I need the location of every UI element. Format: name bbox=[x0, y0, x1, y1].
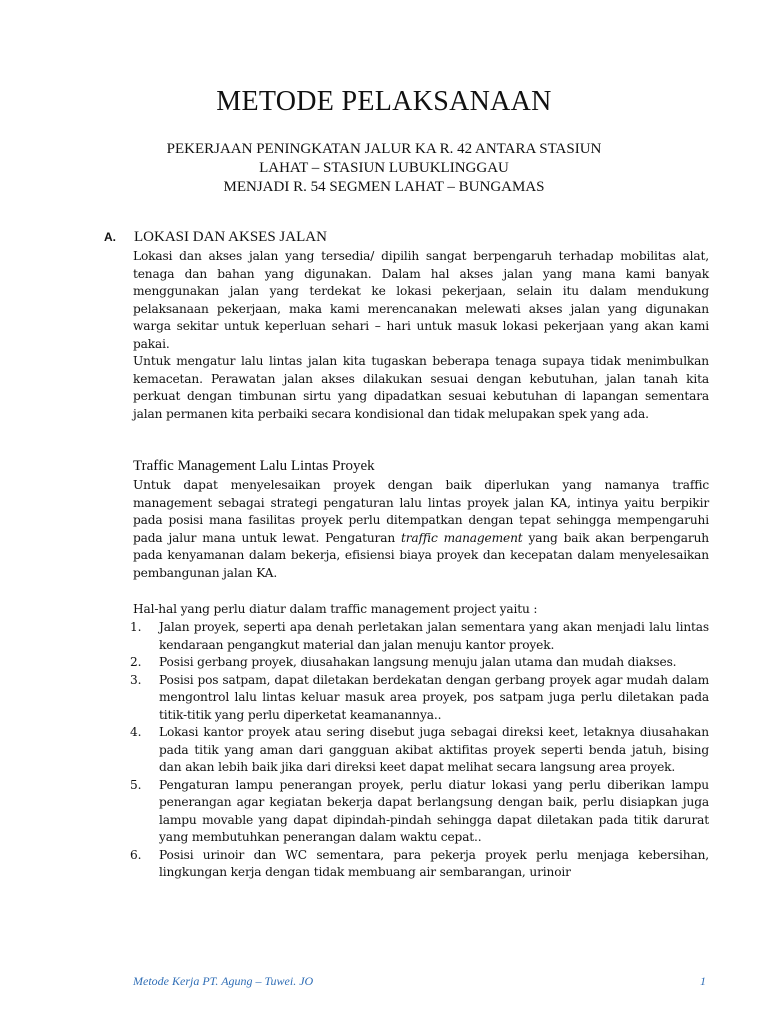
traffic-heading: Traffic Management Lalu Lintas Proyek bbox=[133, 458, 375, 474]
list-item-text: Posisi pos satpam, dapat diletakan berdekatan dengan gerbang proyek agar mudah dalam mengontrol lalu lintas keluar masuk area proyek, pos satpam juga perlu diletakan pada titik-titik yang perlu diperketat keamanannya.. bbox=[159, 672, 709, 722]
subtitle-line-3: MENJADI R. 54 SEGMEN LAHAT – BUNGAMAS bbox=[223, 179, 545, 195]
list-item-number: 3. bbox=[130, 672, 142, 687]
list-item-text: Posisi gerbang proyek, diusahakan langsung menuju jalan utama dan mudah diakses. bbox=[159, 655, 677, 669]
list-item bbox=[130, 777, 709, 847]
section-a-paragraph-2: Untuk mengatur lalu lintas jalan kita tugaskan beberapa tenaga supaya tidak menimbulkan kemacetan. Perawatan jalan akses dilakukan sesuai dengan kebutuhan, jalan tanah kita perkuat dengan timbunan sirtu yang dipadatkan sesuai kebutuhan di lapangan sementara jalan permanen kita perbaiki secara kondisional dan tidak melupakan spek yang ada. bbox=[133, 354, 709, 421]
list-item bbox=[130, 847, 709, 882]
traffic-paragraph bbox=[133, 477, 709, 582]
traffic-paragraph-end: yang baik akan berpengaruh pada kenyamanan dalam bekerja, efisiensi biaya proyek dan kecepatan dalam menyelesaikan pembangunan jalan KA. bbox=[133, 530, 709, 580]
section-letter: A. bbox=[104, 230, 116, 244]
page-title: METODE PELAKSANAAN bbox=[216, 86, 552, 117]
section-a-paragraph-1: Lokasi dan akses jalan yang tersedia/ dipilih sangat berpengaruh terhadap mobilitas alat, tenaga dan bahan yang digunakan. Dalam hal akses jalan yang mana kami banyak menggunakan jalan yang terdekat ke lokasi pekerjaan, selain itu dalam mendukung pelaksanaan pekerjaan, maka kami merencanakan melewati akses jalan yang digunakan warga sekitar untuk keperluan sehari – hari untuk masuk lokasi pekerjaan yang akan kami pakai. bbox=[133, 249, 709, 351]
section-a-heading bbox=[104, 229, 704, 246]
list-item-number: 5. bbox=[130, 777, 142, 792]
page-number: 1 bbox=[700, 974, 706, 988]
list-item-text: Jalan proyek, seperti apa denah perletakan jalan sementara yang akan menjadi lalu lintas kendaraan pengangkut material dan jalan menuju kantor proyek. bbox=[159, 620, 709, 652]
list-item-text: Lokasi kantor proyek atau sering disebut juga sebagai direksi keet, letaknya diusahakan pada titik yang aman dari gangguan akibat aktifitas proyek seperti benda jatuh, bising dan akan lebih baik jika dari direksi keet dapat melihat secara langsung area proyek. bbox=[159, 725, 709, 774]
subtitle-line-1: PEKERJAAN PENINGKATAN JALUR KA R. 42 ANTARA STASIUN bbox=[166, 141, 602, 157]
footer-text: Metode Kerja PT. Agung – Tuwei. JO bbox=[133, 974, 314, 988]
list-item bbox=[130, 654, 709, 672]
list-item-number: 4. bbox=[130, 725, 142, 739]
subtitle-line-2: LAHAT – STASIUN LUBUKLINGGAU bbox=[259, 160, 509, 176]
list-item-text: Posisi urinoir dan WC sementara, para pekerja proyek perlu menjaga kebersihan, lingkungan kerja dengan tidak membuang air sembarangan, urinoir bbox=[159, 847, 709, 879]
traffic-paragraph-italic: traffic management bbox=[400, 530, 523, 545]
list-item-number: 2. bbox=[130, 655, 142, 669]
traffic-items-list bbox=[130, 619, 709, 882]
list-item-number: 1. bbox=[130, 620, 142, 634]
list-item-number: 6. bbox=[130, 847, 142, 862]
traffic-paragraph-start: Untuk dapat menyelesaikan proyek dengan baik diperlukan yang namanya traffic management sebagai strategi pengaturan lalu lintas proyek jalan KA, intinya yaitu berpikir pada posisi mana fasilitas proyek perlu ditempatkan dengan tepat sehingga mempengaruhi pada jalur mana untuk lewat. Pengaturan bbox=[133, 478, 709, 545]
list-item bbox=[130, 724, 709, 777]
list-item-text: Pengaturan lampu penerangan proyek, perlu diatur lokasi yang perlu diberikan lampu penerangan agar kegiatan bekerja dapat berlangsung dengan baik, perlu disiapkan juga lampu movable yang dapat dipindah-pindah sehingga dapat diletakan pada titik darurat yang membutuhkan penerangan dalam waktu cepat.. bbox=[159, 777, 709, 844]
document-subtitle bbox=[0, 140, 768, 197]
traffic-list-intro: Hal-hal yang perlu diatur dalam traffic management project yaitu : bbox=[133, 602, 538, 616]
list-item bbox=[130, 672, 709, 725]
list-item bbox=[130, 619, 709, 654]
section-heading-text: LOKASI DAN AKSES JALAN bbox=[134, 229, 327, 245]
